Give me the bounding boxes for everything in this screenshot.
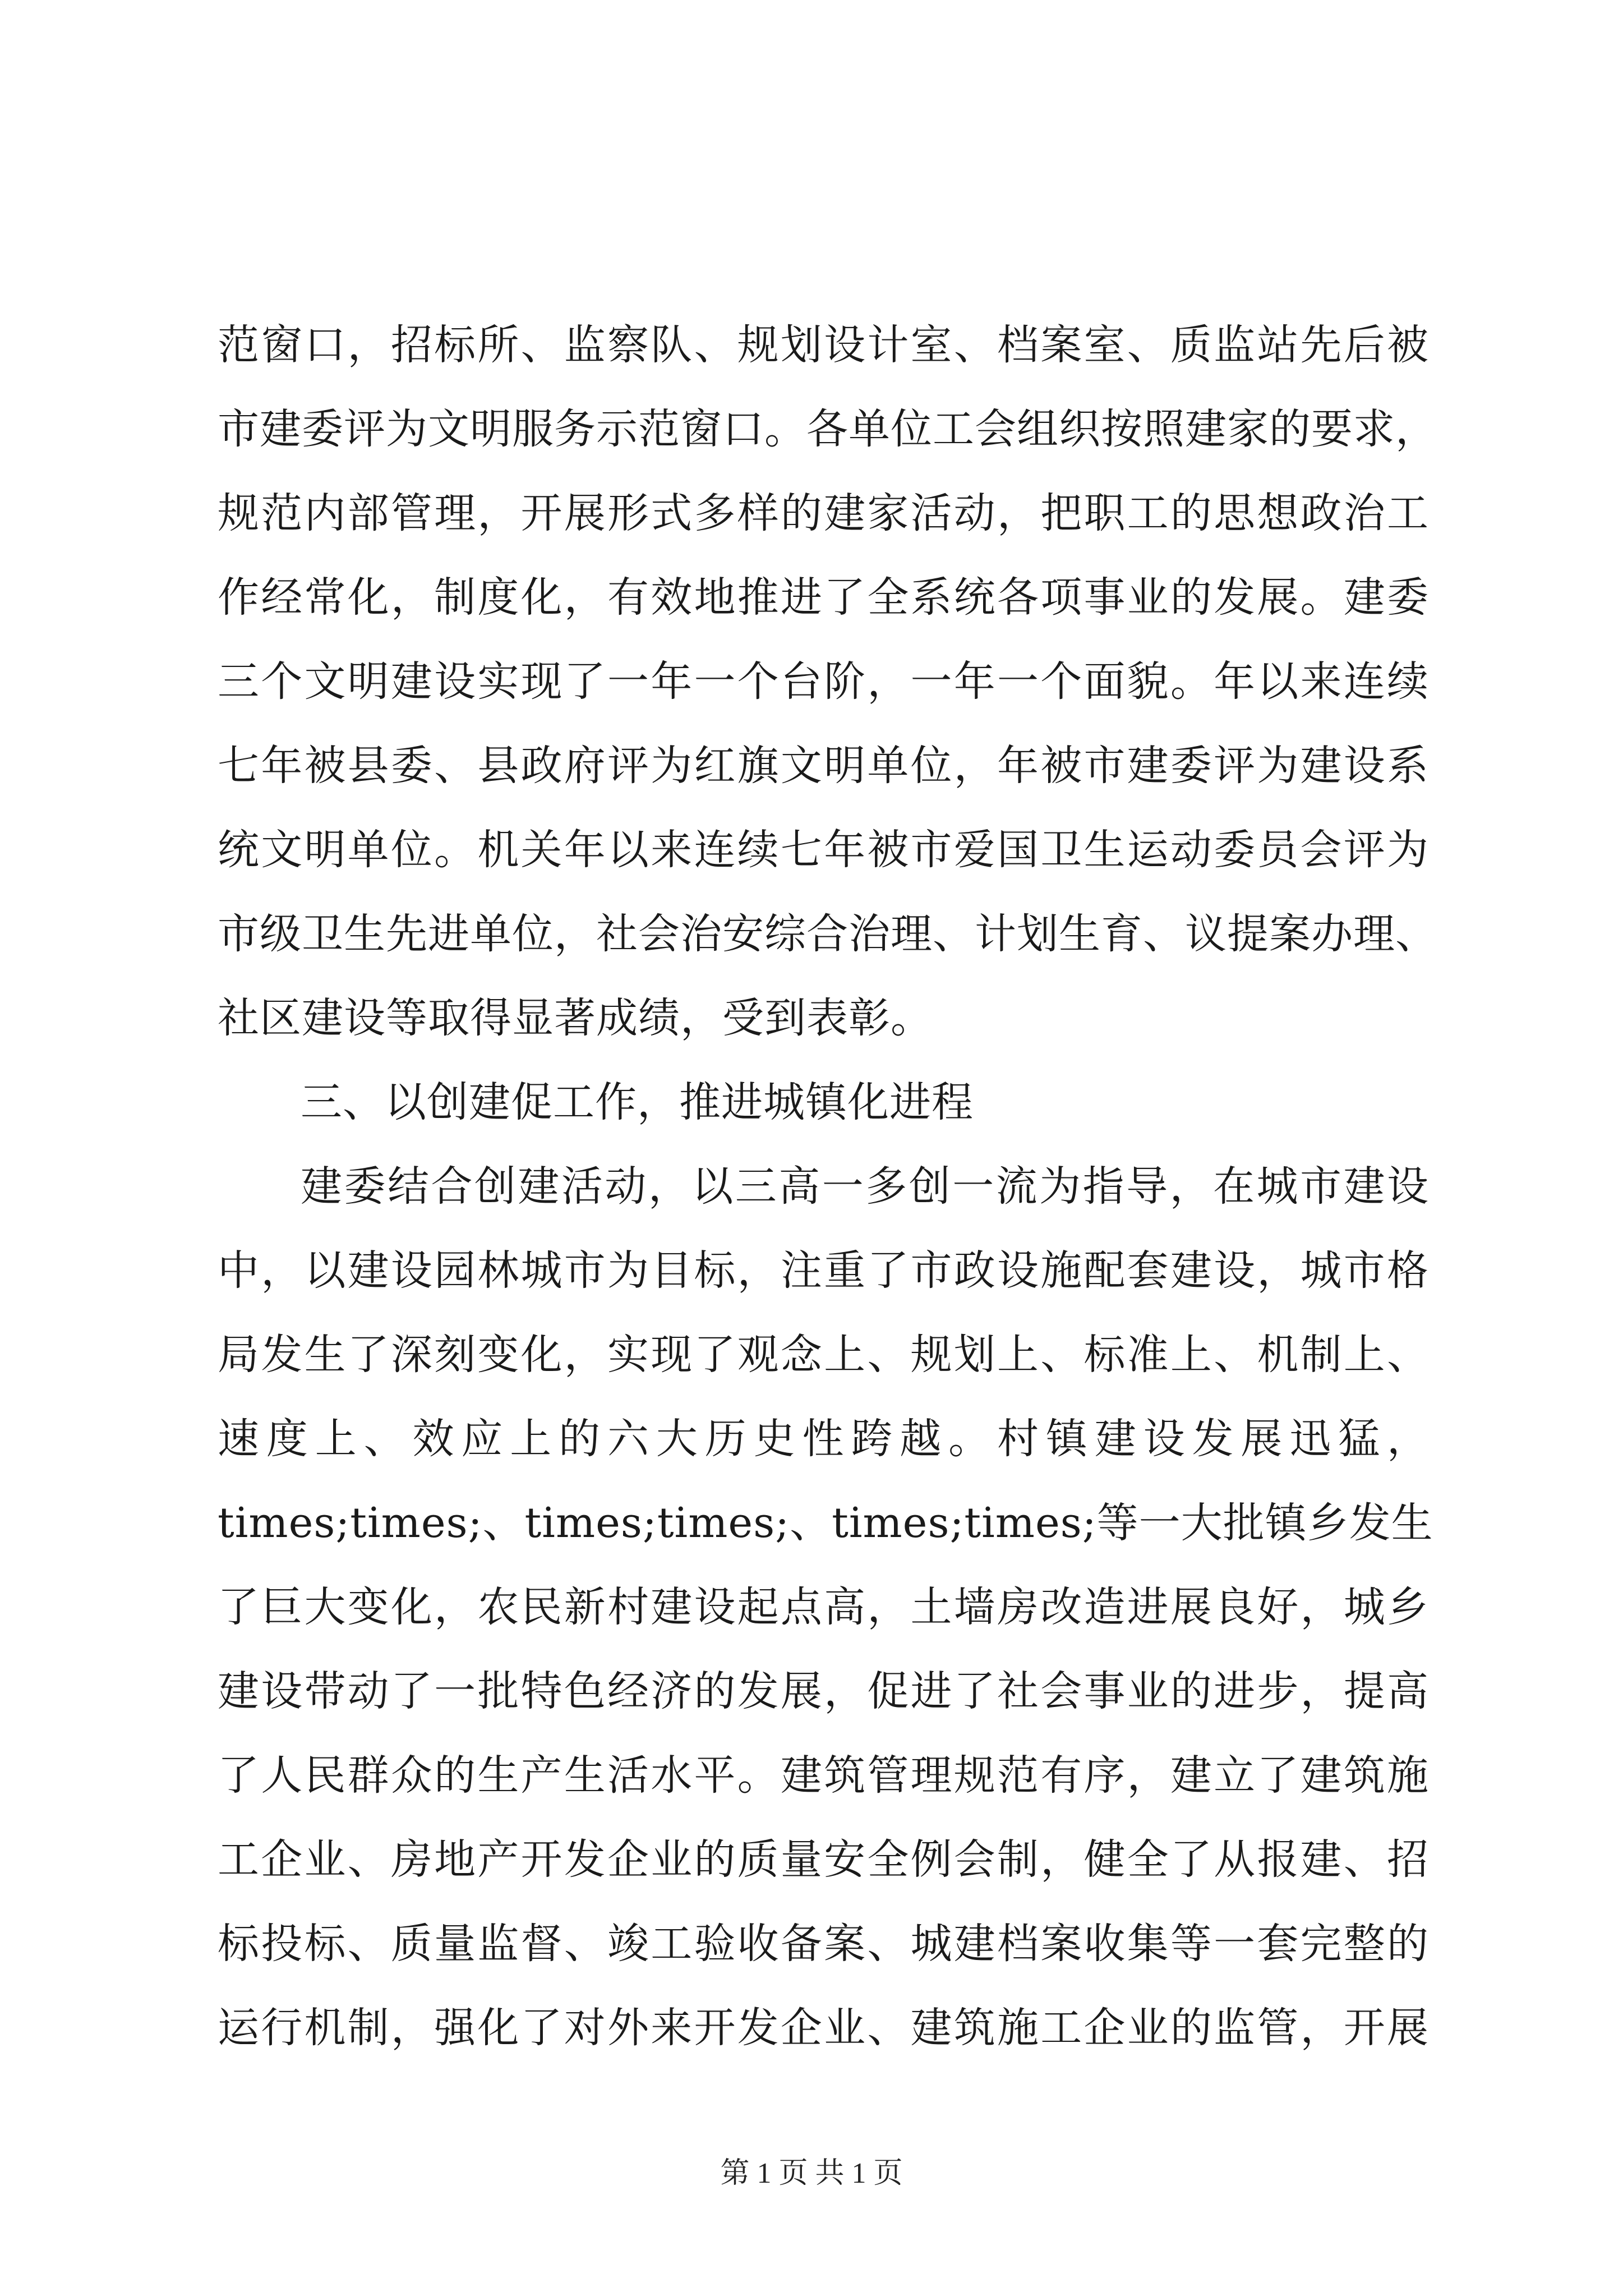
text-line: 中，以建设园林城市为目标，注重了市政设施配套建设，城市格 (218, 1246, 1429, 1295)
text-line: 了人民群众的生产生活水平。建筑管理规范有序，建立了建筑施 (218, 1751, 1429, 1800)
text-line: 建设带动了一批特色经济的发展，促进了社会事业的进步，提高 (218, 1667, 1429, 1715)
text-line: 标投标、质量监督、竣工验收备案、城建档案收集等一套完整的 (218, 1920, 1429, 1968)
text-line: 局发生了深刻变化，实现了观念上、规划上、标准上、机制上、 (218, 1331, 1429, 1379)
section-heading: 三、以创建促工作，推进城镇化进程 (301, 1078, 974, 1126)
text-line: 七年被县委、县政府评为红旗文明单位，年被市建委评为建设系 (218, 742, 1429, 790)
page-number-footer: 第 1 页 共 1 页 (720, 2157, 903, 2189)
text-line: 统文明单位。机关年以来连续七年被市爱国卫生运动委员会评为 (218, 826, 1429, 874)
text-line: 建委结合创建活动，以三高一多创一流为指导，在城市建设 (301, 1162, 1429, 1211)
text-line: 范窗口，招标所、监察队、规划设计室、档案室、质监站先后被 (218, 321, 1429, 369)
text-line: 作经常化，制度化，有效地推进了全系统各项事业的发展。建委 (218, 573, 1429, 622)
text-line: 市建委评为文明服务示范窗口。各单位工会组织按照建家的要求， (218, 405, 1437, 453)
text-line: 了巨大变化，农民新村建设起点高，土墙房改造进展良好，城乡 (218, 1583, 1429, 1631)
text-line: times;times;、times;times;、times;times;等一大批镇乡发生 (218, 1499, 1433, 1547)
text-line: 工企业、房地产开发企业的质量安全例会制，健全了从报建、招 (218, 1835, 1429, 1884)
text-line: 速度上、效应上的六大历史性跨越。村镇建设发展迅猛， (218, 1415, 1429, 1463)
text-line: 运行机制，强化了对外来开发企业、建筑施工企业的监管，开展 (218, 2004, 1429, 2052)
text-line: 规范内部管理，开展形式多样的建家活动，把职工的思想政治工 (218, 489, 1429, 537)
text-line: 三个文明建设实现了一年一个台阶，一年一个面貌。年以来连续 (218, 657, 1429, 706)
text-line: 市级卫生先进单位，社会治安综合治理、计划生育、议提案办理、 (218, 910, 1437, 958)
text-line: 社区建设等取得显著成绩，受到表彰。 (218, 994, 933, 1042)
